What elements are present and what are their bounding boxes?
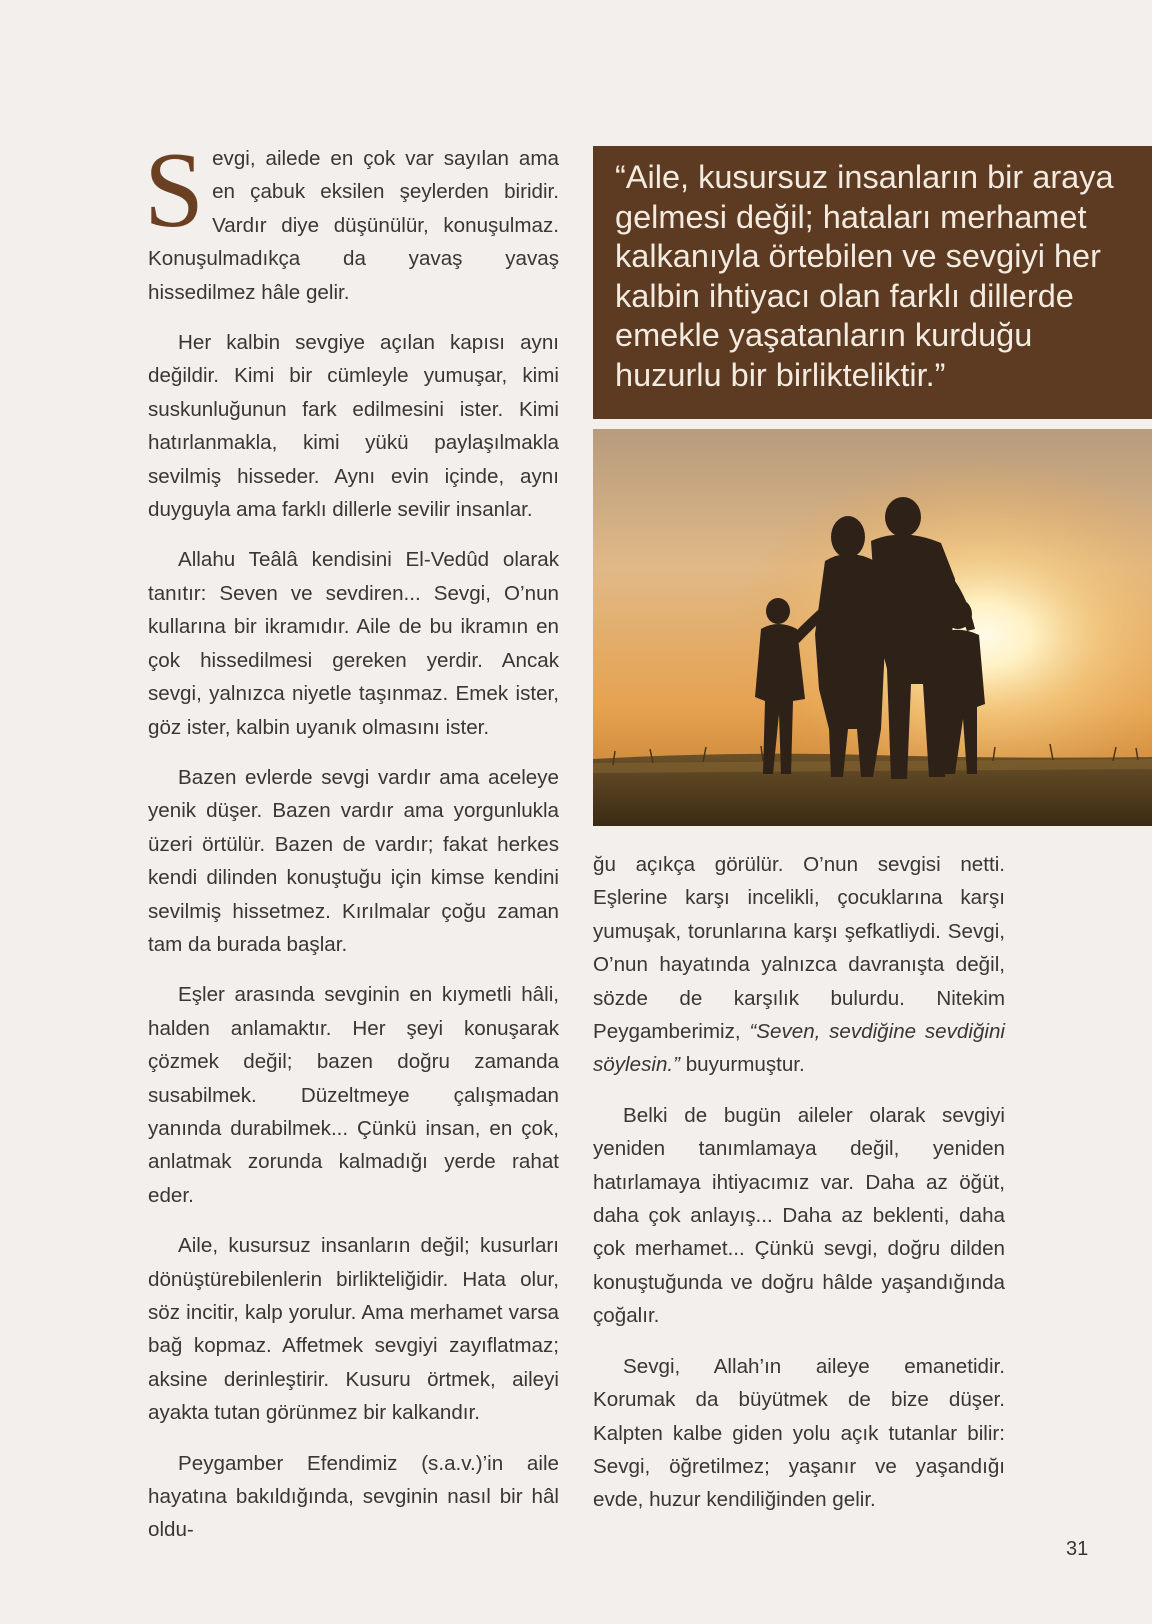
body-paragraph: Her kalbin sevgiye açılan kapısı aynı değildir. Kimi bir cümleyle yumuşar, kimi suskunluğunun fark edilmesini ister. Kimi hatırlanmakla, kimi yükü paylaşılmakla sevilmiş hisseder. Aynı evin içinde, aynı duyguyla ama farklı dillerle sevilir insanlar. xyxy=(148,331,559,522)
left-column xyxy=(144,131,559,1564)
pull-quote: “Aile, kusursuz insanların bir araya gelmesi değil; hataları merhamet kalkanıyla örtebilen ve sevgiyi her kalbin ihtiyacı olan farklı dillerde emekle yaşatanların kurduğu huzurlu bir birlikteliktir.” xyxy=(615,159,1114,393)
body-paragraph: Bazen evlerde sevgi vardır ama aceleye yenik düşer. Bazen vardır ama yorgunlukla üzeri örtülür. Bazen de vardır; fakat herkes kendi dilinden konuştuğu için kimse kendini sevilmiş hissetmez. Kırılmalar çoğu zaman tam da burada başlar. xyxy=(148,765,559,956)
intro-paragraph xyxy=(144,131,559,309)
right-column xyxy=(593,848,1005,1534)
body-paragraph: Peygamber Efendimiz (s.a.v.)’in aile hayatına bakıldığında, sevginin nasıl bir hâl oldu- xyxy=(148,1451,559,1542)
body-paragraph: Belki de bugün aileler olarak sevgiyi yeniden tanımlamaya değil, yeniden hatırlamaya ihtiyacımız var. Daha az öğüt, daha çok anlayış... Daha az beklenti, daha çok merhamet... Çünkü sevgi, doğru dilden konuştuğunda ve doğru hâlde yaşandığında çoğalır. xyxy=(593,1103,1005,1328)
body-paragraph: Eşler arasında sevginin en kıymetli hâli, halden anlamaktır. Her şeyi konuşarak çözmek değil; bazen doğru zamanda susabilmek. Düzeltmeye çalışmadan yanında durabilmek... Çünkü insan, en çok, anlatmak zorunda kalmadığı yerde rahat eder. xyxy=(148,983,559,1207)
drop-cap: S xyxy=(144,131,205,250)
page-number: 31 xyxy=(1066,1538,1089,1560)
body-paragraph: Allahu Teâlâ kendisini El-Vedûd olarak tanıtır: Seven ve sevdiren... Sevgi, O’nun kullarına bir ikramıdır. Aile de bu ikramın en çok hissedilmesi gereken yerdir. Ancak sevgi, yalnızca niyetle taşınmaz. Emek ister, göz ister, kalbin uyanık olmasını ister. xyxy=(148,548,559,739)
body-paragraph: Aile, kusursuz insanların değil; kusurları dönüştürebilenlerin birlikteliğidir. Hata olur, söz incitir, kalp yorulur. Ama merhamet varsa bağ kopmaz. Affetmek sevgiyi zayıflatmaz; aksine derinleştirir. Kusuru örtmek, aileyi ayakta tutan görünmez bir kalkandır. xyxy=(148,1234,559,1425)
intro-text: evgi, ailede en çok var sayılan ama en çabuk eksilen şeylerden biridir. Vardır diye düşünülür, konuşulmaz. Konuşulmadıkça da yavaş yavaş hissedilmez hâle gelir. xyxy=(148,147,559,304)
pull-quote-box xyxy=(593,146,1152,419)
hadith-quote: “Seven, sevdiğine sevdiğini söylesin.” xyxy=(593,1020,1006,1077)
family-sunset-photo xyxy=(593,429,1152,826)
body-paragraph: Sevgi, Allah’ın aileye emanetidir. Korumak da büyütmek de bize düşer. Kalpten kalbe giden yolu açık tutanlar bilir: Sevgi, öğretilmez; yaşanır ve yaşandığı evde, huzur kendiliğinden gelir. xyxy=(593,1354,1005,1512)
continuation-paragraph: ğu açıkça görülür. O’nun sevgisi netti. Eşlerine karşı incelikli, çocuklarına karşı yumuşak, torunlarına karşı şefkatliydi. Sevgi, O’nun hayatında yalnızca davranışta değil, sözde de karşılık bulurdu. Nitekim Peygamberimiz, “Seven, sevdiğine sevdiğini söylesin.” buyurmuştur. xyxy=(593,853,1006,1077)
